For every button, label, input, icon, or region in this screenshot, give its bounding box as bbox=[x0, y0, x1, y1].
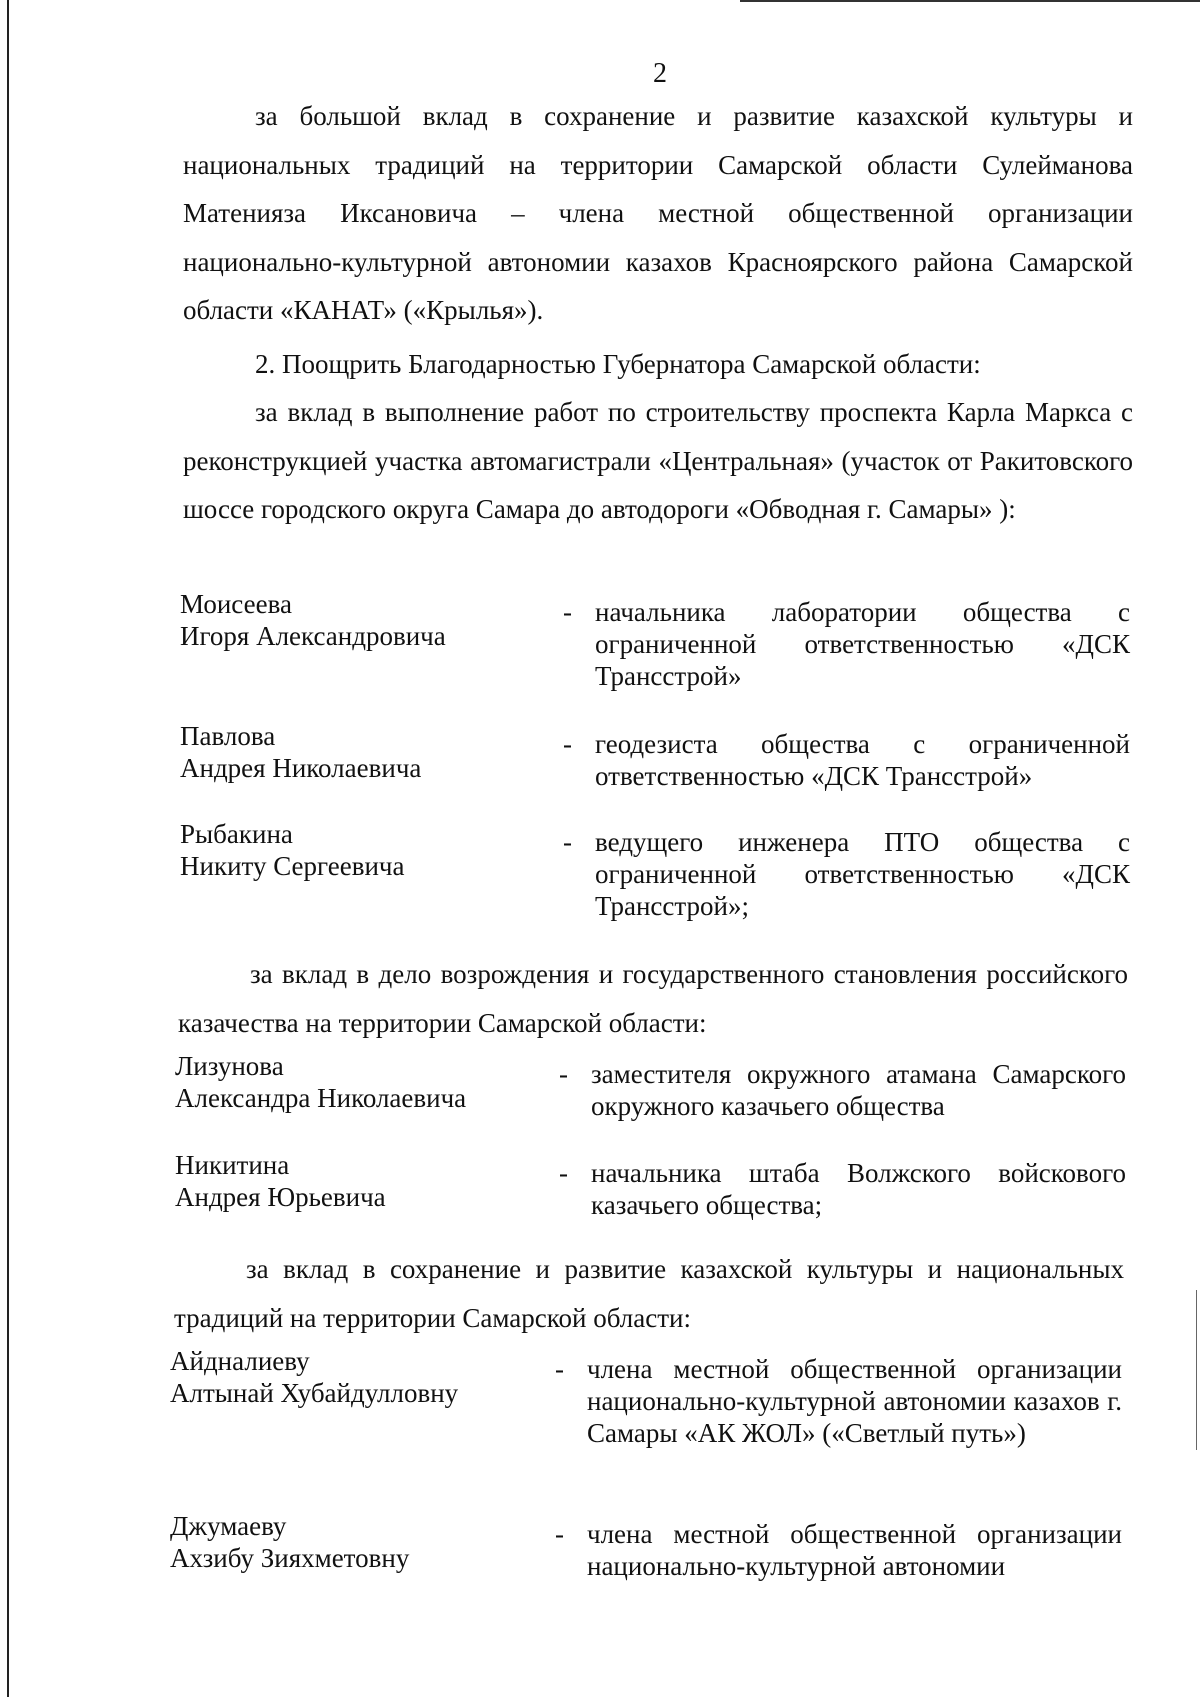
paragraph-award-sulejmanov: за большой вклад в сохранение и развитие казахской культуры и национальных традиций на территории Самарской области Сулейманова Матенияза Иксановича – члена местной общественной организации национально-культурной автономии казахов Красноярского района Самарской области «КАНАТ» («Крылья»). bbox=[183, 101, 1133, 325]
awardee-surname: Лизунова bbox=[175, 1051, 284, 1081]
awardee-name bbox=[175, 1149, 535, 1213]
awardee-surname: Моисеева bbox=[180, 589, 292, 619]
awardee-given-name: Андрея Юрьевича bbox=[175, 1182, 386, 1212]
awardee-role: члена местной общественной организации национально-культурной автономии казахов г. Самары «АК ЖОЛ» («Светлый путь») bbox=[587, 1354, 1122, 1448]
scan-edge-left bbox=[7, 0, 9, 1697]
awardee-role: ведущего инженера ПТО общества с ограниченной ответственностью «ДСК Трансстрой»; bbox=[595, 827, 1130, 921]
entry-dash: - bbox=[555, 1519, 564, 1549]
awardee-role: начальника штаба Волжского войскового казачьего общества; bbox=[591, 1158, 1126, 1220]
awardee-role: члена местной общественной организации национально-культурной автономии bbox=[587, 1519, 1122, 1581]
paragraph-gratitude-heading: 2. Поощрить Благодарностью Губернатора Самарской области: bbox=[255, 349, 981, 379]
awardee-surname: Никитина bbox=[175, 1150, 290, 1180]
awardee-role: заместителя окружного атамана Самарского окружного казачьего общества bbox=[591, 1059, 1126, 1121]
paragraph-cossack-revival: за вклад в дело возрождения и государственного становления российского казачества на территории Самарской области: bbox=[178, 959, 1128, 1038]
awardee-role: геодезиста общества с ограниченной ответственностью «ДСК Трансстрой» bbox=[595, 729, 1130, 791]
awardee-given-name: Игоря Александровича bbox=[180, 621, 446, 651]
awardee-name bbox=[170, 1510, 530, 1574]
awardee-given-name: Ахзибу Зияхметовну bbox=[170, 1543, 410, 1573]
awardee-name bbox=[180, 720, 540, 784]
awardee-given-name: Андрея Николаевича bbox=[180, 753, 422, 783]
paragraph-kazakh-culture: за вклад в сохранение и развитие казахской культуры и национальных традиций на территории Самарской области: bbox=[174, 1254, 1124, 1333]
awardee-name bbox=[175, 1050, 535, 1114]
scan-edge-right bbox=[1196, 1290, 1197, 1450]
awardee-surname: Павлова bbox=[180, 721, 276, 751]
awardee-given-name: Александра Николаевича bbox=[175, 1083, 467, 1113]
awardee-name bbox=[180, 818, 540, 882]
awardee-name bbox=[170, 1345, 530, 1409]
entry-dash: - bbox=[563, 729, 572, 759]
awardee-surname: Джумаеву bbox=[170, 1511, 287, 1541]
awardee-surname: Рыбакина bbox=[180, 819, 293, 849]
awardee-surname: Айдналиеву bbox=[170, 1346, 310, 1376]
entry-dash: - bbox=[563, 597, 572, 627]
awardee-given-name: Алтынай Хубайдулловну bbox=[170, 1378, 459, 1408]
awardee-role: начальника лаборатории общества с ограниченной ответственностью «ДСК Трансстрой» bbox=[595, 597, 1130, 691]
page-number: 2 bbox=[653, 58, 667, 89]
awardee-given-name: Никиту Сергеевича bbox=[180, 851, 405, 881]
entry-dash: - bbox=[559, 1158, 568, 1188]
entry-dash: - bbox=[563, 827, 572, 857]
awardee-name bbox=[180, 588, 540, 652]
scan-edge-top bbox=[740, 0, 1200, 2]
paragraph-road-construction: за вклад в выполнение работ по строительству проспекта Карла Маркса с реконструкцией участка автомагистрали «Центральная» (участок от Ракитовского шоссе городского округа Самара до автодороги «Обводная г. Самары» ): bbox=[183, 397, 1133, 524]
entry-dash: - bbox=[555, 1354, 564, 1384]
entry-dash: - bbox=[559, 1059, 568, 1089]
